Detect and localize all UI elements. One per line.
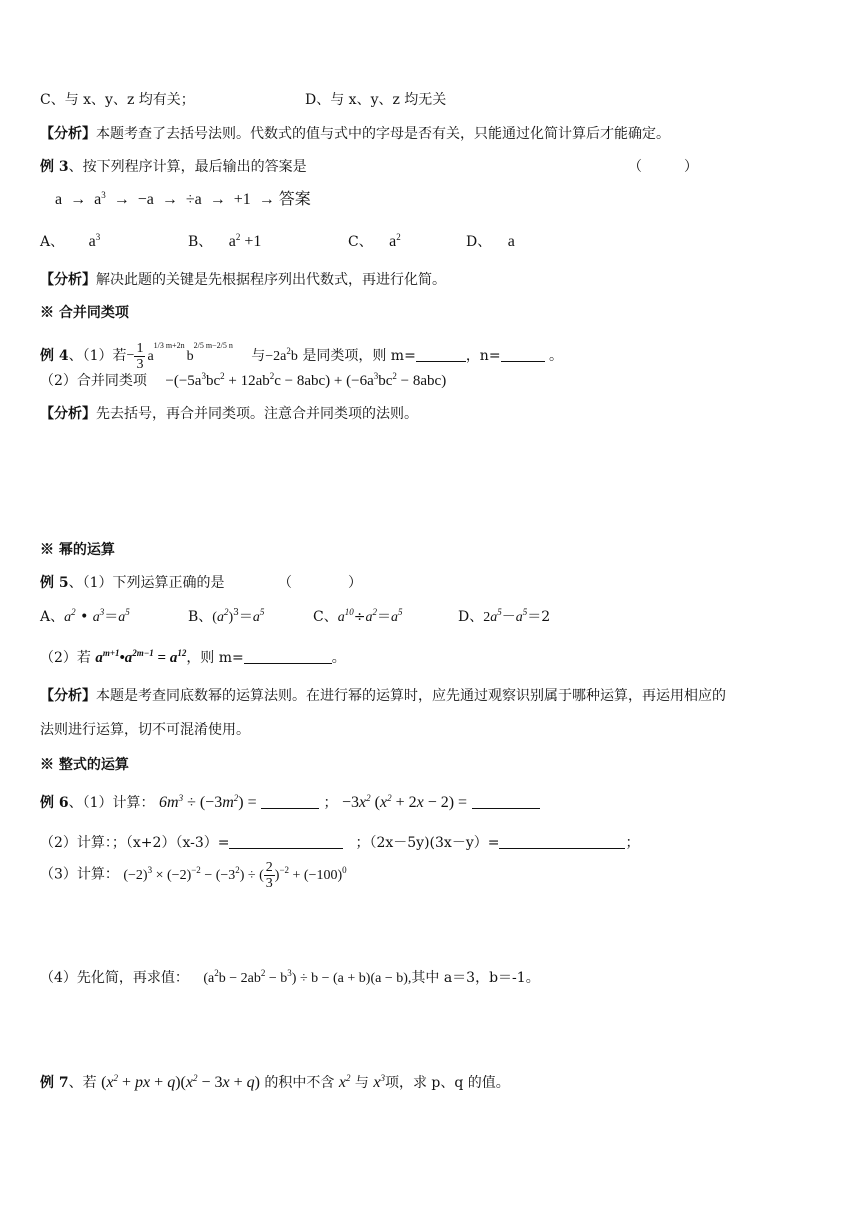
section-heading — [40, 755, 129, 775]
analysis-text: 本题是考查同底数幂的运算法则。在进行幂的运算时，应先通过观察识别属于哪种运算，再运用相应的 — [96, 688, 726, 704]
expression: ($x^2$ + px + $q)(x^2 - 3x + q)$ — [101, 1073, 260, 1091]
analysis-3 — [40, 270, 446, 290]
section-heading — [40, 303, 129, 323]
option-c: C、$a^{10}\div a^2=a^5$ — [313, 607, 403, 625]
example-text: 、若 — [68, 1075, 97, 1091]
term-x3: $x^3$ — [373, 1073, 385, 1091]
section-heading — [40, 540, 115, 560]
option-d-expr-row — [466, 232, 515, 252]
analysis-text: 先去括号，再合并同类项。注意合并同类项的法则。 — [96, 406, 418, 422]
analysis-tag: 【分析】 — [40, 126, 96, 142]
option-c-label: C、 — [313, 609, 338, 625]
expression: $6m^3 \div (-3m^2)$ = — [159, 793, 257, 811]
analysis-5-line1 — [40, 686, 726, 706]
answer-paren: （ ） — [628, 159, 698, 175]
expression: $(-2)^3 \times (-2)^{-2} - (-3^2)$ ÷ ( $\frac{2}{3}$ )$^{-2} + (-100)^0$ — [123, 860, 347, 891]
example-5-part2 — [40, 648, 346, 668]
example-text: 其中 a＝3，b＝-1。 — [411, 970, 540, 986]
option-d-label: D、 — [466, 234, 492, 250]
fraction: $\frac{1}{3}$ — [136, 340, 144, 372]
term-x2: $x^2$ — [338, 1073, 351, 1091]
example-text: ；（2x－5y)(3x－y）= — [355, 835, 500, 851]
example-text: 是同类项，则 m= — [302, 348, 416, 364]
option-d-expr: a — [507, 233, 515, 250]
example-text: （2）计算：；（x+2）（x-3）= — [40, 835, 230, 851]
answer-blank — [229, 834, 343, 849]
option-d: D、与 x、y、z 均无关 — [305, 92, 447, 108]
example-text: 、按下列程序计算，最后输出的答案是 — [68, 159, 307, 175]
example-label: 例 4 — [40, 348, 69, 364]
example-text: ； — [625, 835, 640, 851]
example-6-part1 — [40, 793, 540, 813]
blank-n — [501, 347, 545, 362]
program-flow: $a \to a^3 \to -a \to \div a \to +1$ → 答案 — [55, 190, 311, 208]
option-a-label: A、 — [40, 609, 65, 625]
example-text: ，则 m= — [186, 650, 244, 666]
example-text: （2）若 — [40, 650, 91, 666]
answer-blank — [261, 794, 319, 809]
expression: $a^{m+1}•a^{2m-1} = a^{12}$ — [95, 648, 187, 666]
section-title: 整式的运算 — [58, 757, 129, 773]
answer-blank — [472, 794, 540, 809]
analysis-tag: 【分析】 — [40, 272, 96, 288]
option-c: C、与 x、y、z 均有关； — [40, 92, 195, 108]
example-label: 例 7 — [40, 1075, 69, 1091]
option-b-expr: $a^2 +1$ — [228, 232, 262, 250]
example-text: 。 — [549, 348, 564, 364]
example-text: （4）先化简，再求值： — [40, 970, 189, 986]
reference-mark: ※ — [40, 757, 54, 773]
analysis-text: 本题考查了去括号法则。代数式的值与式中的字母是否有关，只能通过化简计算后才能确定。 — [96, 126, 670, 142]
example-3-options — [40, 232, 100, 252]
example-text: （2）合并同类项 — [40, 373, 147, 389]
example-4-part1: 例 4、（1）若− $\frac{1}{3}$ $a^{1/3 m+2n}b^{2/5 m-2/5 n}$ 与$-2a^2b$ 是同类项，则 m= ，n= 。 — [40, 340, 564, 372]
option-a-expr: $a^2$ — [64, 607, 76, 625]
option-b: B、$(a^2)^3=a^5$ — [188, 607, 265, 625]
option-d-label: D、 — [458, 609, 484, 625]
example-3-question — [40, 157, 307, 177]
example-text: （3）计算： — [40, 866, 119, 883]
answer-blank — [499, 834, 625, 849]
example-text: ，n= — [465, 348, 501, 364]
example-7 — [40, 1073, 510, 1093]
example-text: 的积中不含 — [264, 1075, 335, 1091]
analysis-text: 解决此题的关键是先根据程序列出代数式，再进行化简。 — [96, 272, 446, 288]
option-a-expr: $a^3$ — [88, 232, 101, 250]
example-label: 例 5 — [40, 575, 69, 591]
option-b-label: B、 — [188, 609, 213, 625]
expression: $-3x^2$ $(x^2 + 2x - 2)$ = — [341, 793, 468, 811]
example-text: 、（1）计算： — [68, 795, 155, 811]
option-c-expr: $a^2$ — [389, 232, 401, 250]
analysis-tag: 【分析】 — [40, 406, 96, 422]
example-text: 、（1）若 — [68, 348, 127, 364]
example-5-options: A、$a^2$ • $a^3=a^5$ — [40, 607, 130, 625]
example-text: 、（1）下列运算正确的是 — [68, 575, 225, 591]
example-6-part2 — [40, 833, 639, 853]
option-d: D、$2a^5-a^5=2$ — [458, 607, 551, 625]
analysis-1 — [40, 124, 670, 144]
expression: $-(-5a^3bc^2 + 12ab^2c - 8abc) + (-6a^3bc^2 - 8abc)$ — [165, 371, 447, 389]
example-text: ； — [323, 795, 338, 811]
example-text: 与 — [354, 1075, 369, 1091]
section-title: 合并同类项 — [58, 305, 129, 321]
expression: $(a^2b - 2ab^2 - b^3) \div b - (a + b)(a - b)$, — [203, 968, 412, 986]
example-label: 例 6 — [40, 795, 69, 811]
blank-m — [416, 347, 466, 362]
example-6-part4 — [40, 968, 540, 989]
example-6-part3 — [40, 860, 347, 891]
answer-paren: （ ） — [278, 575, 362, 591]
example-4-part2 — [40, 371, 446, 391]
analysis-tag: 【分析】 — [40, 688, 96, 704]
reference-mark: ※ — [40, 305, 54, 321]
reference-mark: ※ — [40, 542, 54, 558]
example-text: 。 — [331, 650, 346, 666]
section-title: 幂的运算 — [58, 542, 115, 558]
option-c-label: C、 — [348, 234, 373, 250]
analysis-4 — [40, 404, 418, 424]
option-b — [188, 232, 261, 252]
analysis-5-line2: 法则进行运算，切不可混淆使用。 — [40, 722, 250, 738]
answer-word: 答案 — [278, 191, 311, 208]
option-b-label: B、 — [188, 234, 213, 250]
option-a-label: A、 — [40, 234, 65, 250]
example-5-part1 — [40, 573, 225, 593]
example-text: 项，求 p、q 的值。 — [384, 1075, 510, 1091]
blank-m — [244, 649, 332, 664]
option-c-expr-row — [348, 232, 401, 252]
example-label: 例 3 — [40, 159, 69, 175]
